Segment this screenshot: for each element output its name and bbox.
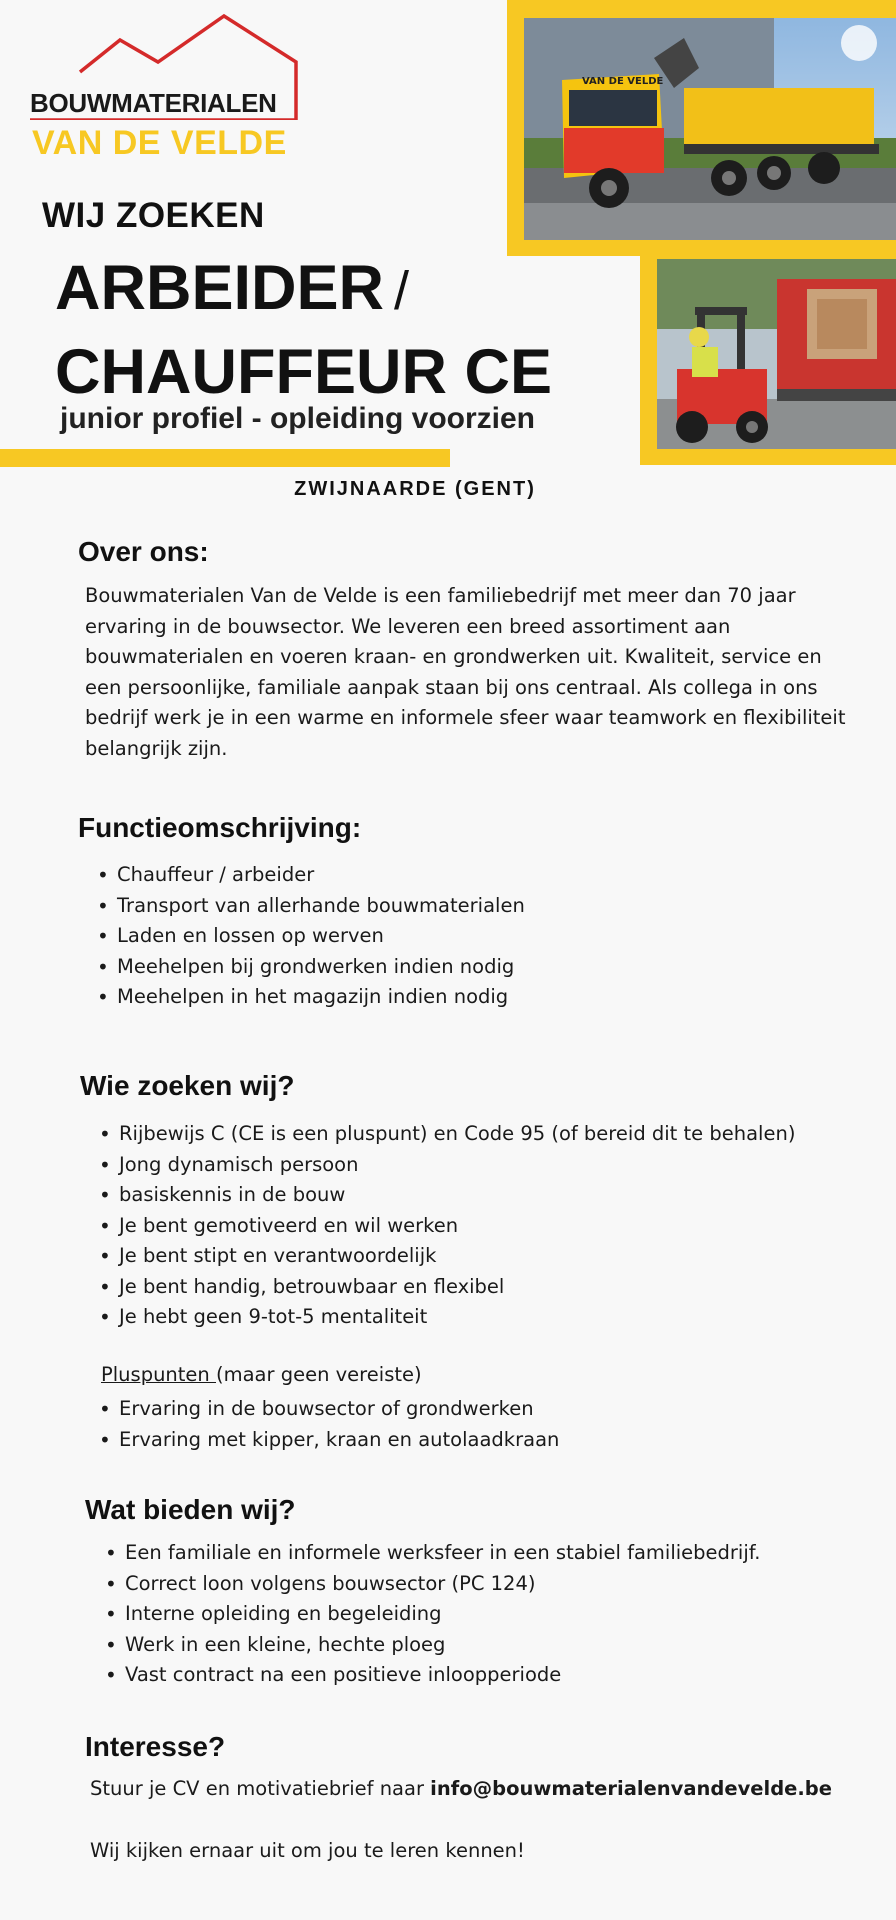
list-item: • Meehelpen bij grondwerken indien nodig (95, 952, 525, 983)
pluspunten-label (101, 1363, 422, 1386)
function-list (95, 860, 525, 1013)
forklift-photo (657, 259, 896, 449)
function-heading: Functieomschrijving: (78, 812, 362, 843)
pluspunten-underlined: Pluspunten (101, 1363, 216, 1386)
job-title-line2: CHAUFFEUR CE (55, 337, 552, 407)
about-line: ervaring in de bouwsector. We leveren een breed assortiment aan (85, 614, 731, 638)
list-item: • Chauffeur / arbeider (95, 860, 525, 891)
job-title-line1 (55, 252, 409, 324)
profile-heading: Wie zoeken wij? (80, 1070, 295, 1101)
list-item: • Je bent gemotiveerd en wil werken (97, 1211, 795, 1242)
job-subtitle: junior profiel - opleiding voorzien (60, 402, 535, 435)
list-item: • Transport van allerhande bouwmaterialen (95, 891, 525, 922)
truck-photo (524, 18, 896, 240)
list-item: • Ervaring in de bouwsector of grondwerken (97, 1394, 559, 1425)
headline-accent-bar (0, 449, 450, 467)
interest-heading: Interesse? (85, 1731, 226, 1762)
list-item: • Jong dynamisch persoon (97, 1150, 795, 1181)
eyebrow-heading: WIJ ZOEKEN (42, 196, 265, 235)
offer-list (103, 1538, 760, 1691)
profile-list (97, 1119, 795, 1333)
list-item: • Je bent handig, betrouwbaar en flexibel (97, 1272, 795, 1303)
list-item: • Ervaring met kipper, kraan en autolaadkraan (97, 1425, 559, 1456)
about-line: belangrijk zijn. (85, 736, 228, 760)
offer-heading: Wat bieden wij? (85, 1494, 296, 1525)
about-line: bedrijf werk je in een warme en informele sfeer waar teamwork en flexibiliteit (85, 706, 846, 729)
about-line: Bouwmaterialen Van de Velde is een familiebedrijf met meer dan 70 jaar (85, 584, 796, 607)
job-location: ZWIJNAARDE (GENT) (294, 478, 536, 500)
list-item: • Interne opleiding en begeleiding (103, 1599, 760, 1630)
job-title-slash: / (394, 261, 410, 321)
contact-line (90, 1777, 832, 1800)
logo-text-van-de-velde: VAN DE VELDE (32, 124, 287, 162)
about-line: bouwmaterialen en voeren kraan- en grondwerken uit. Kwaliteit, service en (85, 645, 822, 668)
list-item: • Je hebt geen 9-tot-5 mentaliteit (97, 1302, 795, 1333)
list-item: • Meehelpen in het magazijn indien nodig (95, 982, 525, 1013)
closing-line: Wij kijken ernaar uit om jou te leren kennen! (90, 1839, 525, 1862)
about-heading: Over ons: (78, 536, 209, 567)
pluspunten-note: (maar geen vereiste) (216, 1363, 422, 1386)
contact-email-link[interactable]: info@bouwmaterialenvandevelde.be (430, 1777, 832, 1800)
about-line: een persoonlijke, familiale aanpak staan bij ons centraal. Als collega in ons (85, 675, 818, 699)
job-title-arbeider: ARBEIDER (55, 253, 385, 323)
list-item: • Je bent stipt en verantwoordelijk (97, 1241, 795, 1272)
list-item: • Een familiale en informele werksfeer in een stabiel familiebedrijf. (103, 1538, 760, 1569)
truck-cab-lettering: VAN DE VELDE (582, 76, 664, 87)
pluspunten-list (97, 1394, 559, 1455)
logo-text-bouwmaterialen: BOUWMATERIALEN (30, 88, 277, 118)
about-paragraph (85, 581, 846, 764)
list-item: • basiskennis in de bouw (97, 1180, 795, 1211)
company-logo (28, 10, 308, 160)
list-item: • Vast contract na een positieve inloopperiode (103, 1660, 760, 1691)
list-item: • Correct loon volgens bouwsector (PC 124) (103, 1569, 760, 1600)
list-item: • Werk in een kleine, hechte ploeg (103, 1630, 760, 1661)
list-item: • Laden en lossen op werven (95, 921, 525, 952)
list-item: • Rijbewijs C (CE is een pluspunt) en Code 95 (of bereid dit te behalen) (97, 1119, 795, 1150)
contact-prefix: Stuur je CV en motivatiebrief naar (90, 1777, 431, 1800)
